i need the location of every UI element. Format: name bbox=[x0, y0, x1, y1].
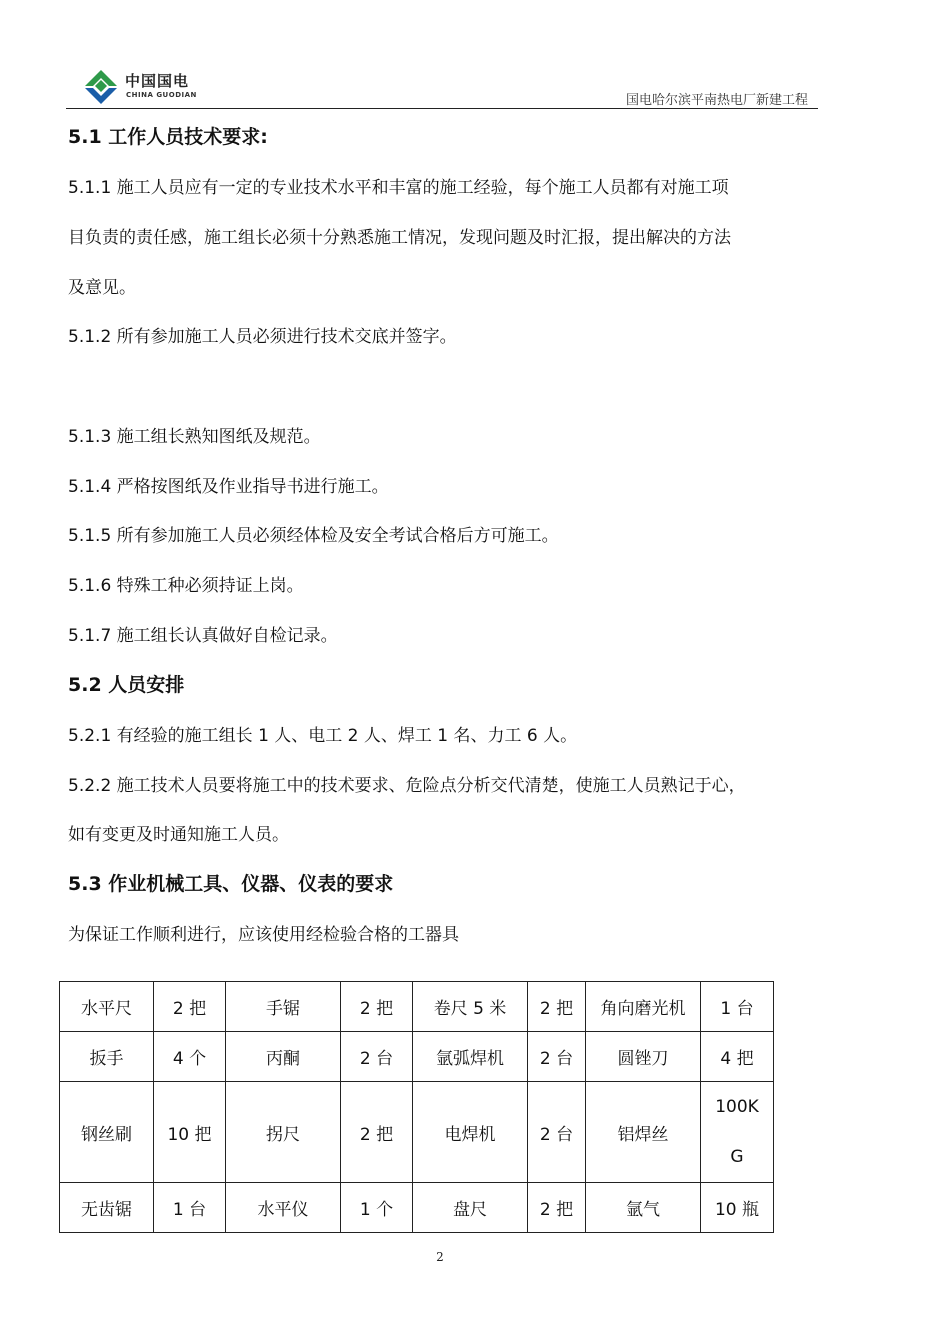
project-title: 国电哈尔滨平南热电厂新建工程 bbox=[625, 93, 808, 108]
table-cell: 1 个 bbox=[341, 1183, 413, 1233]
table-cell: 10 把 bbox=[154, 1082, 226, 1183]
paragraph-5-1-5: 5.1.5 所有参加施工人员必须经体检及安全考试合格后方可施工。 bbox=[68, 526, 559, 546]
table-row bbox=[60, 1032, 774, 1082]
table-cell: 2 把 bbox=[528, 982, 586, 1032]
table-cell: 电焊机 bbox=[413, 1082, 528, 1183]
table-cell: 圆锉刀 bbox=[586, 1032, 701, 1082]
table-cell: 4 把 bbox=[701, 1032, 774, 1082]
table-cell: 扳手 bbox=[60, 1032, 154, 1082]
paragraph-5-1-2: 5.1.2 所有参加施工人员必须进行技术交底并签字。 bbox=[68, 327, 457, 347]
paragraph-5-1-1-line3: 及意见。 bbox=[68, 278, 136, 298]
table-cell: 2 把 bbox=[154, 982, 226, 1032]
logo-mark-icon bbox=[81, 68, 121, 106]
paragraph-5-1-6: 5.1.6 特殊工种必须持证上岗。 bbox=[68, 576, 304, 596]
table-cell: 角向磨光机 bbox=[586, 982, 701, 1032]
table-cell: 1 台 bbox=[154, 1183, 226, 1233]
paragraph-5-1-4: 5.1.4 严格按图纸及作业指导书进行施工。 bbox=[68, 477, 389, 497]
table-cell: 2 把 bbox=[528, 1183, 586, 1233]
heading-5-1: 5.1 工作人员技术要求: bbox=[68, 126, 268, 148]
table-cell: 手锯 bbox=[226, 982, 341, 1032]
paragraph-5-1-1-line2: 目负责的责任感，施工组长必须十分熟悉施工情况，发现问题及时汇报，提出解决的方法 bbox=[68, 228, 731, 248]
page-header bbox=[66, 62, 818, 109]
heading-5-2: 5.2 人员安排 bbox=[68, 674, 185, 696]
paragraph-5-3-intro: 为保证工作顺利进行，应该使用经检验合格的工器具 bbox=[68, 925, 459, 945]
table-row bbox=[60, 1082, 774, 1183]
table-cell: 无齿锯 bbox=[60, 1183, 154, 1233]
table-cell: 拐尺 bbox=[226, 1082, 341, 1183]
paragraph-5-1-7: 5.1.7 施工组长认真做好自检记录。 bbox=[68, 626, 338, 646]
table-cell bbox=[701, 1082, 774, 1183]
table-cell: 2 把 bbox=[341, 982, 413, 1032]
table-row bbox=[60, 1183, 774, 1233]
table-cell: 钢丝刷 bbox=[60, 1082, 154, 1183]
table-cell: 水平仪 bbox=[226, 1183, 341, 1233]
paragraph-5-1-3: 5.1.3 施工组长熟知图纸及规范。 bbox=[68, 427, 321, 447]
table-cell: 2 台 bbox=[528, 1032, 586, 1082]
china-guodian-logo bbox=[81, 68, 271, 106]
paragraph-5-2-2-line2: 如有变更及时通知施工人员。 bbox=[68, 825, 289, 845]
paragraph-5-2-1: 5.2.1 有经验的施工组长 1 人、电工 2 人、焊工 1 名、力工 6 人。 bbox=[68, 726, 578, 746]
logo-chinese-text: 中国国电 bbox=[125, 72, 190, 90]
table-row bbox=[60, 982, 774, 1032]
table-cell: 丙酮 bbox=[226, 1032, 341, 1082]
heading-5-3: 5.3 作业机械工具、仪器、仪表的要求 bbox=[68, 873, 394, 895]
table-cell: 铝焊丝 bbox=[586, 1082, 701, 1183]
table-cell: 氩气 bbox=[586, 1183, 701, 1233]
table-cell: 2 台 bbox=[341, 1032, 413, 1082]
table-cell: 卷尺 5 米 bbox=[413, 982, 528, 1032]
table-cell: 2 台 bbox=[528, 1082, 586, 1183]
page-number: 2 bbox=[436, 1250, 444, 1264]
paragraph-5-2-2-line1: 5.2.2 施工技术人员要将施工中的技术要求、危险点分析交代清楚，使施工人员熟记于心， bbox=[68, 776, 746, 796]
logo-english-text: CHINA GUODIAN bbox=[126, 91, 197, 99]
table-cell: 盘尺 bbox=[413, 1183, 528, 1233]
table-cell: 10 瓶 bbox=[701, 1183, 774, 1233]
tools-table bbox=[59, 981, 774, 1233]
paragraph-5-1-1-line1: 5.1.1 施工人员应有一定的专业技术水平和丰富的施工经验，每个施工人员都有对施工项 bbox=[68, 178, 729, 198]
table-cell: 1 台 bbox=[701, 982, 774, 1032]
table-cell: 4 个 bbox=[154, 1032, 226, 1082]
table-cell: 水平尺 bbox=[60, 982, 154, 1032]
table-cell: 2 把 bbox=[341, 1082, 413, 1183]
cell-text-wrapped: 100KG bbox=[715, 1097, 759, 1167]
table-cell: 氩弧焊机 bbox=[413, 1032, 528, 1082]
